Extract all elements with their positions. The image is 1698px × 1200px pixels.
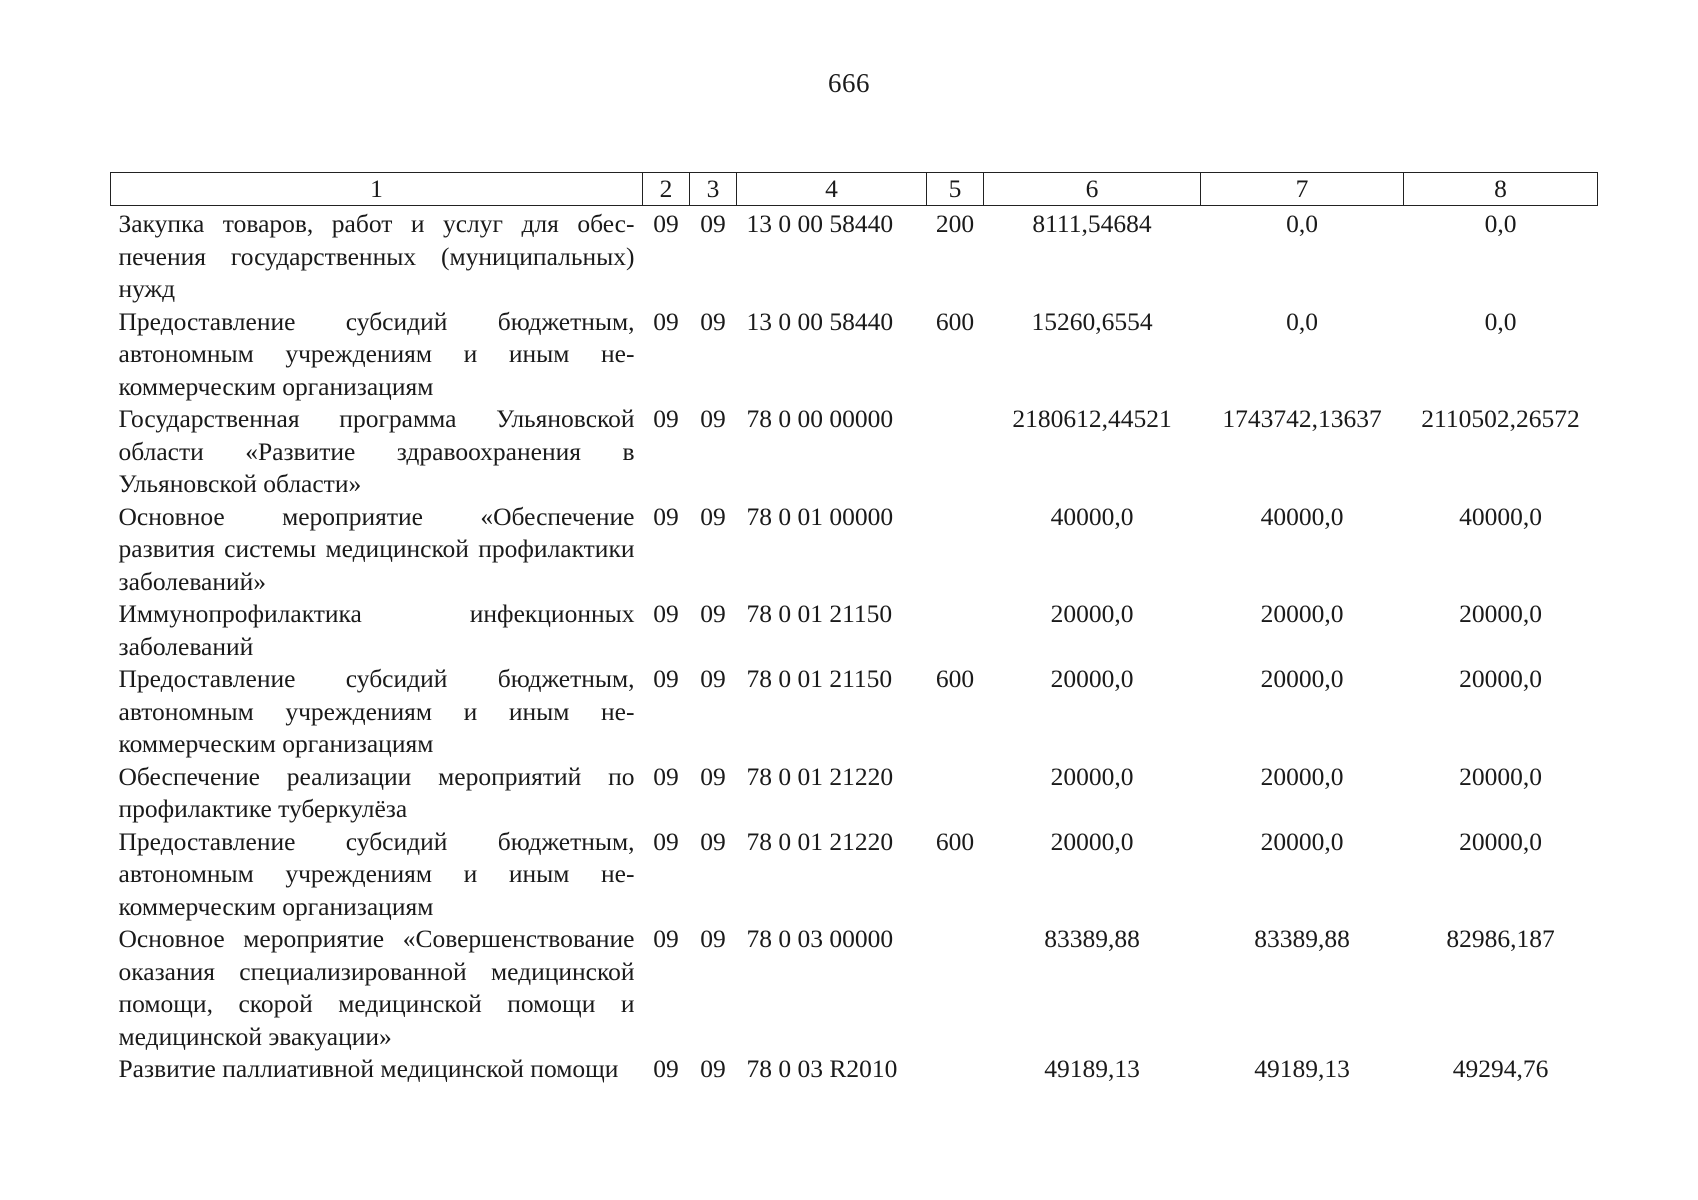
amount-col6-cell: 15260,6554 <box>1031 306 1153 336</box>
amount-col8-cell: 0,0 <box>1484 209 1517 238</box>
column-header-3: 3 <box>690 173 737 206</box>
row-name-cell: Предоставление субсидий бюджетным, автономным учреждениям и иным некоммерческим организациям <box>118 306 635 401</box>
target-article-cell: 78 0 01 21220 <box>746 826 894 856</box>
subsection-code-cell: 09 <box>700 761 726 791</box>
expense-type-cell <box>927 403 984 501</box>
subsection-code-cell: 09 <box>700 306 726 336</box>
amount-col7-cell: 0,0 <box>1286 209 1318 238</box>
amount-col7-cell: 83389,88 <box>1254 924 1350 953</box>
target-article-cell: 78 0 01 21150 <box>746 664 893 693</box>
expense-type-cell <box>927 1053 984 1086</box>
row-name-cell: Обеспечение реализации мероприятий по профилактике туберкулёза <box>118 761 635 823</box>
subsection-code-cell: 09 <box>700 924 726 953</box>
expense-type-cell <box>927 501 984 599</box>
amount-col6-cell: 20000,0 <box>1050 599 1134 628</box>
amount-col7-cell: 20000,0 <box>1260 761 1344 791</box>
target-article-cell: 13 0 00 58440 <box>746 306 894 336</box>
row-name-cell: Развитие паллиативной медицинской помощи <box>118 1054 619 1083</box>
column-header-6: 6 <box>984 173 1201 206</box>
row-name-cell: Основное мероприятие «Обеспечение развития системы медицинской профилактики заболеваний» <box>118 501 635 596</box>
amount-col6-cell: 83389,88 <box>1044 924 1140 953</box>
subsection-code-cell: 09 <box>700 209 726 238</box>
table-row <box>111 306 1598 404</box>
amount-col7-cell: 49189,13 <box>1254 1054 1350 1083</box>
section-code-cell: 09 <box>653 599 679 628</box>
section-code-cell: 09 <box>653 306 679 336</box>
amount-col7-cell: 40000,0 <box>1260 501 1344 531</box>
section-code-cell: 09 <box>653 209 679 238</box>
table-row <box>111 923 1598 1053</box>
section-code-cell: 09 <box>653 664 679 693</box>
expense-type-cell <box>927 598 984 663</box>
table-row <box>111 206 1598 306</box>
target-article-cell: 78 0 00 00000 <box>746 404 894 433</box>
table-body <box>111 206 1598 1086</box>
amount-col8-cell: 20000,0 <box>1459 826 1542 856</box>
expense-type-cell: 600 <box>935 664 975 693</box>
section-code-cell: 09 <box>653 826 679 856</box>
row-name-cell: Предоставление субсидий бюджетным, автономным учреждениям и иным некоммерческим организациям <box>118 826 635 921</box>
section-code-cell: 09 <box>653 761 679 791</box>
row-name-cell: Предоставление субсидий бюджетным, автономным учреждениям и иным некоммерческим организациям <box>118 664 635 758</box>
amount-col7-cell: 1743742,13637 <box>1222 404 1382 433</box>
amount-col7-cell: 20000,0 <box>1260 826 1344 856</box>
expense-type-cell: 600 <box>935 826 975 856</box>
subsection-code-cell: 09 <box>700 826 726 856</box>
expense-type-cell <box>927 923 984 1053</box>
expense-type-cell <box>927 761 984 826</box>
target-article-cell: 78 0 01 00000 <box>746 501 894 531</box>
amount-col7-cell: 20000,0 <box>1260 664 1344 693</box>
table-header <box>111 173 1598 206</box>
amount-col6-cell: 20000,0 <box>1050 826 1134 856</box>
section-code-cell: 09 <box>653 501 679 531</box>
table-row <box>111 598 1598 663</box>
expense-type-cell: 600 <box>935 306 975 336</box>
target-article-cell: 13 0 00 58440 <box>746 209 894 238</box>
section-code-cell: 09 <box>653 404 679 433</box>
target-article-cell: 78 0 01 21150 <box>746 599 893 628</box>
table-row <box>111 761 1598 826</box>
table-row <box>111 826 1598 924</box>
amount-col7-cell: 0,0 <box>1286 306 1318 336</box>
column-header-7: 7 <box>1201 173 1404 206</box>
section-code-cell: 09 <box>653 1054 679 1083</box>
row-name-cell: Иммунопрофилактика инфекционных заболеваний <box>118 599 635 661</box>
column-header-2: 2 <box>643 173 690 206</box>
table-row <box>111 663 1598 761</box>
amount-col8-cell: 49294,76 <box>1452 1054 1549 1083</box>
amount-col8-cell: 40000,0 <box>1459 501 1542 531</box>
amount-col8-cell: 20000,0 <box>1459 664 1542 693</box>
amount-col8-cell: 2110502,26572 <box>1421 404 1580 433</box>
subsection-code-cell: 09 <box>700 599 726 628</box>
expense-type-cell: 200 <box>935 209 975 238</box>
amount-col6-cell: 20000,0 <box>1050 664 1134 693</box>
subsection-code-cell: 09 <box>700 1054 726 1083</box>
amount-col6-cell: 49189,13 <box>1044 1054 1140 1083</box>
target-article-cell: 78 0 03 R2010 <box>746 1054 898 1083</box>
amount-col6-cell: 2180612,44521 <box>1012 404 1172 433</box>
row-name-cell: Государственная программа Ульяновской области «Развитие здравоохранения в Ульяновской области» <box>118 404 635 498</box>
subsection-code-cell: 09 <box>700 664 726 693</box>
amount-col8-cell: 20000,0 <box>1459 599 1542 628</box>
table-row <box>111 1053 1598 1086</box>
column-header-1: 1 <box>111 173 643 206</box>
table-row <box>111 501 1598 599</box>
header-row <box>111 173 1598 206</box>
amount-col6-cell: 8111,54684 <box>1032 209 1152 238</box>
page-number: 666 <box>828 68 870 98</box>
subsection-code-cell: 09 <box>700 404 726 433</box>
column-header-4: 4 <box>737 173 927 206</box>
budget-table <box>110 172 1598 1086</box>
column-header-5: 5 <box>927 173 984 206</box>
amount-col8-cell: 0,0 <box>1484 306 1517 336</box>
column-header-8: 8 <box>1404 173 1598 206</box>
subsection-code-cell: 09 <box>700 501 726 531</box>
amount-col7-cell: 20000,0 <box>1260 599 1344 628</box>
amount-col8-cell: 20000,0 <box>1459 761 1542 791</box>
table-row <box>111 403 1598 501</box>
target-article-cell: 78 0 03 00000 <box>746 924 894 953</box>
target-article-cell: 78 0 01 21220 <box>746 761 894 791</box>
section-code-cell: 09 <box>653 924 679 953</box>
amount-col8-cell: 82986,187 <box>1446 924 1555 953</box>
row-name-cell: Основное мероприятие «Совершенствование оказания специализированной медицинской помощи, скорой медицинской помощи и медицинской эвакуации» <box>118 924 635 1051</box>
row-name-cell: Закупка товаров, работ и услуг для обеспечения государственных (муниципальных) нужд <box>118 209 635 303</box>
amount-col6-cell: 40000,0 <box>1050 501 1134 531</box>
amount-col6-cell: 20000,0 <box>1050 761 1134 791</box>
